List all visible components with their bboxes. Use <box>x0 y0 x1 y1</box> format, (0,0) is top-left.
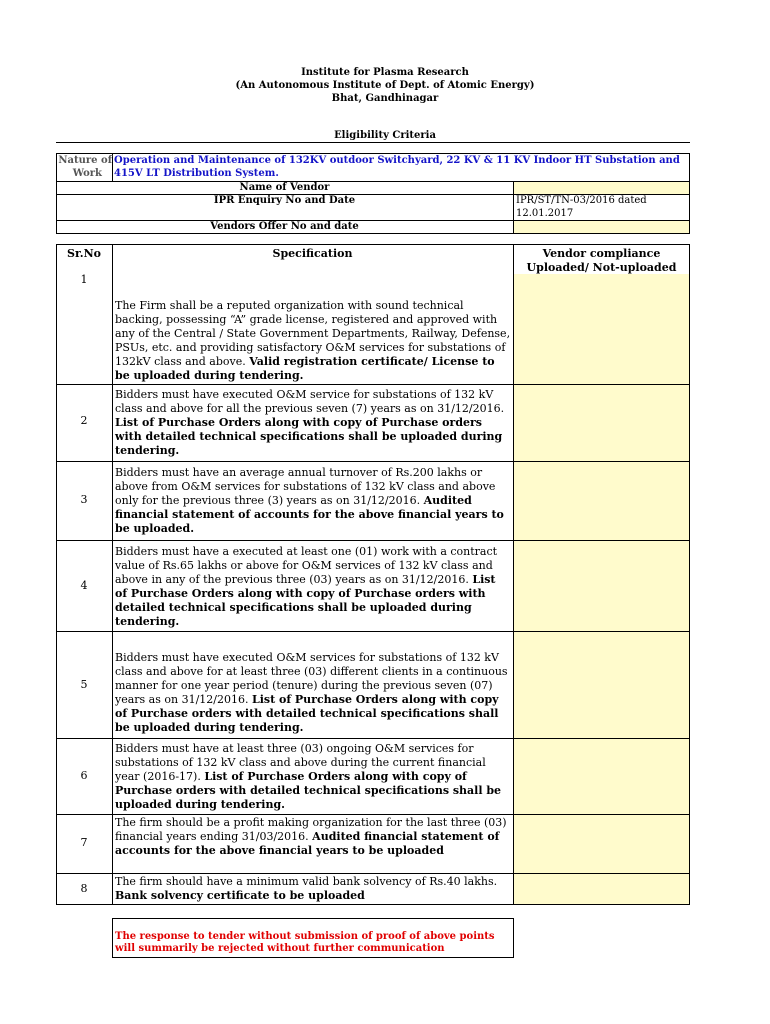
row-specification: The firm should have a minimum valid bank solvency of Rs.40 lakhs. Bank solvency certificate to be uploaded <box>115 875 498 902</box>
nature-label-1: Nature of <box>58 155 112 166</box>
vendor-name-label: Name of Vendor <box>239 182 330 193</box>
col-header-vendor-2: Uploaded/ Not-uploaded <box>526 261 677 274</box>
row-specification: Bidders must have an average annual turnover of Rs.200 lakhs or above from O&M services for substations of 132 kV class and above only for the previous three (3) years as on 31/12/2016. Audited financial statement of accounts for the above financial years to be uploaded. <box>115 466 504 535</box>
enquiry-value-line-2: 12.01.2017 <box>516 208 574 219</box>
nature-value-line-1: Operation and Maintenance of 132KV outdoor Switchyard, 22 KV & 11 KV Indoor HT Substation and <box>114 155 680 166</box>
institute-location: Bhat, Gandhinagar <box>331 93 439 104</box>
enquiry-value-line-1: IPR/ST/TN-03/2016 dated <box>516 195 647 206</box>
row-number: 8 <box>80 882 88 895</box>
row-specification: Bidders must have a executed at least one (01) work with a contract value of Rs.65 lakhs or above for O&M services of 132 kV class and above in any of the previous three (03) years as on 31/12/2016. List of Purchase Orders along with copy of Purchase orders with detailed technical specifications shall be uploaded during tendering. <box>115 545 498 628</box>
row-number: 6 <box>80 769 88 782</box>
row-rule-3 <box>56 540 690 541</box>
institute-name: Institute for Plasma Research <box>301 67 469 78</box>
col-header-vendor-1: Vendor compliance <box>542 247 661 260</box>
rejection-note: The response to tender without submission of proof of above points will summarily be rejected without further communication <box>115 931 495 954</box>
nature-divider <box>112 153 113 181</box>
row-number: 2 <box>80 414 88 427</box>
row-number: 5 <box>80 678 88 691</box>
nature-label-2: Work <box>72 168 102 179</box>
vendor-name-value[interactable] <box>514 182 689 194</box>
row-number: 3 <box>80 493 88 506</box>
row-rule-6 <box>56 814 690 815</box>
row-rule-7 <box>56 873 690 874</box>
row-specification: The Firm shall be a reputed organization with sound technical backing, possessing “A” grade license, registered and approved with any of the Central / State Government Departments, Railway, Defense, PSUs, etc. and providing satisfactory O&M services for substations of 132kV class and above. Valid registration certificate/ License to be uploaded during tendering. <box>115 299 511 382</box>
enquiry-label: IPR Enquiry No and Date <box>213 195 356 206</box>
document-title: Eligibility Criteria <box>334 130 436 141</box>
offer-label: Vendors Offer No and date <box>210 221 359 232</box>
row-specification: The firm should be a profit making organization for the last three (03) financial years ending 31/03/2016. Audited financial statement of accounts for the above financial years to be uploaded <box>115 816 507 857</box>
row-number: 1 <box>80 273 88 286</box>
row-specification: Bidders must have executed O&M services for substations of 132 kV class and above for at least three (03) different clients in a continuous manner for one year period (tenure) during the previous seven (07) years as on 31/12/2016. List of Purchase Orders along with copy of Purchase orders with detailed technical specifications shall be uploaded during tendering. <box>115 651 508 734</box>
row-specification: Bidders must have executed O&M service for substations of 132 kV class and above for all the previous seven (7) years as on 31/12/2016. List of Purchase Orders along with copy of Purchase orders with detailed technical specifications shall be uploaded during tendering. <box>115 388 505 457</box>
row-rule-1 <box>56 384 690 385</box>
vendor-offer-value[interactable] <box>514 221 689 233</box>
institute-affiliation: (An Autonomous Institute of Dept. of Atomic Energy) <box>235 80 535 91</box>
row-rule-2 <box>56 461 690 462</box>
title-rule <box>56 142 690 143</box>
row-number: 4 <box>80 579 88 592</box>
row-number: 7 <box>80 836 88 849</box>
vendor-compliance-column[interactable] <box>514 274 689 904</box>
row-rule-5 <box>56 738 690 739</box>
row-rule-4 <box>56 631 690 632</box>
col-header-srno: Sr.No <box>67 247 101 260</box>
row-specification: Bidders must have at least three (03) ongoing O&M services for substations of 132 kV class and above during the current financial year (2016-17). List of Purchase Orders along with copy of Purchase orders with detailed technical specifications shall be uploaded during tendering. <box>115 742 502 811</box>
table-col-divider-1 <box>112 244 113 905</box>
nature-value-line-2: 415V LT Distribution System. <box>114 168 279 179</box>
col-header-spec: Specification <box>272 247 353 260</box>
